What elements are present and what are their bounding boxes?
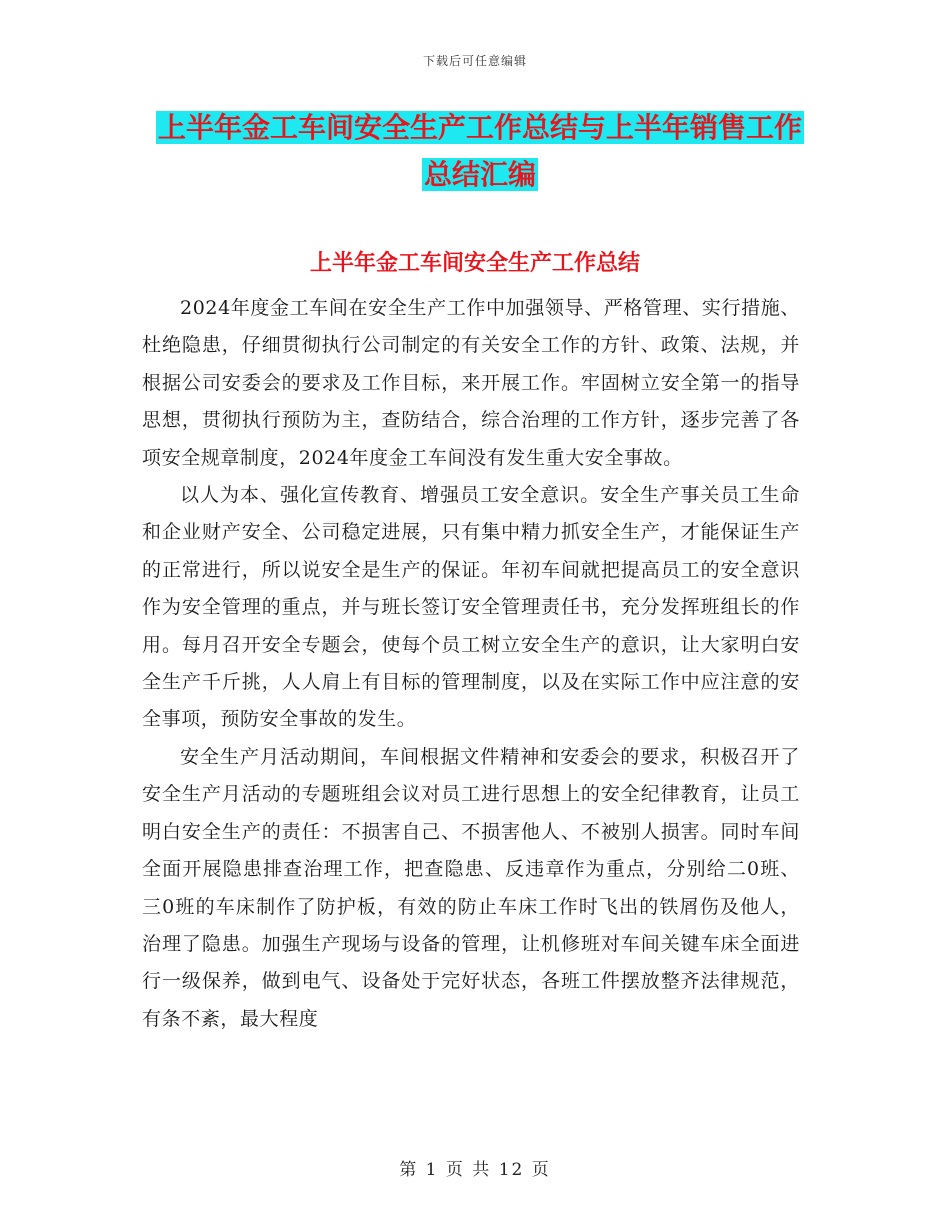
paragraph-3: 安全生产月活动期间，车间根据文件精神和安委会的要求，积极召开了安全生产月活动的专题班组会议对员工进行思想上的安全纪律教育，让员工明白安全生产的责任：不损害自己、不损害他人、不被别人损害。同时车间全面开展隐患排查治理工作，把查隐患、反违章作为重点，分别给二0班、三0班的车床制作了防护板，有效的防止车床工作时飞出的铁屑伤及他人，治理了隐患。加强生产现场与设备的管理，让机修班对车间关键车床全面进行一级保养，做到电气、设备处于完好状态，各班工件摆放整齐法律规范，有条不紊，最大程度 bbox=[142, 745, 800, 1030]
document-body bbox=[142, 290, 800, 1038]
page-header-note: 下载后可任意编辑 bbox=[422, 54, 527, 68]
page-number-footer: 第 1 页 共 12 页 bbox=[399, 1160, 551, 1180]
paragraph-2: 以人为本、强化宣传教育、增强员工安全意识。安全生产事关员工生命和企业财产安全、公司稳定进展，只有集中精力抓安全生产，才能保证生产的正常进行，所以说安全是生产的保证。年初车间就把提高员工的安全意识作为安全管理的重点，并与班长签订安全管理责任书，充分发挥班组长的作用。每月召开安全专题会，使每个员工树立安全生产的意识，让大家明白安全生产千斤挑，人人肩上有目标的管理制度，以及在实际工作中应注意的安全事项，预防安全事故的发生。 bbox=[142, 484, 800, 731]
document-title bbox=[140, 104, 820, 198]
section-title: 上半年金工车间安全生产工作总结 bbox=[309, 251, 640, 276]
document-title-line-1: 上半年金工车间安全生产工作总结与上半年销售工作 bbox=[157, 111, 802, 144]
document-title-line-2: 总结汇编 bbox=[423, 158, 536, 191]
paragraph-1: 2024年度金工车间在安全生产工作中加强领导、严格管理、实行措施、杜绝隐患，仔细贯彻执行公司制定的有关安全工作的方针、政策、法规，并根据公司安委会的要求及工作目标，来开展工作。牢固树立安全第一的指导思想，贯彻执行预防为主，查防结合，综合治理的工作方针，逐步完善了各项安全规章制度，2024年度金工车间没有发生重大安全事故。 bbox=[142, 297, 800, 469]
